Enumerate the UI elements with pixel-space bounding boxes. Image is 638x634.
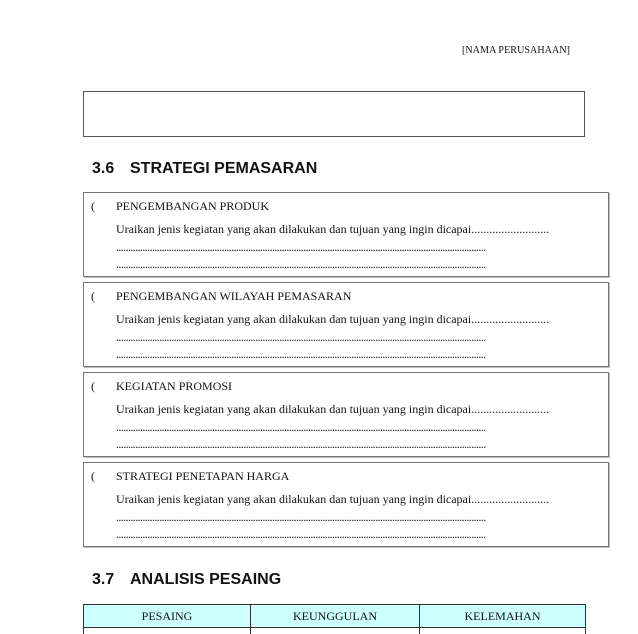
section-box-strategi-harga: [83, 462, 609, 547]
column-header-pesaing: PESAING: [84, 605, 251, 628]
section-number: 3.6: [92, 160, 130, 178]
item-prefix: (: [91, 199, 95, 214]
item-title: KEGIATAN PROMOSI: [116, 379, 232, 394]
item-fill-line: ..........................................................................................................................................................: [116, 330, 578, 345]
item-instruction: Uraikan jenis kegiatan yang akan dilakukan dan tujuan yang ingin dicapai..........................: [116, 222, 578, 237]
company-name-placeholder: [NAMA PERUSAHAAN]: [462, 45, 570, 56]
table-cell: [420, 628, 586, 634]
item-fill-line: ..........................................................................................................................................................: [116, 257, 578, 272]
item-fill-line: ..........................................................................................................................................................: [116, 510, 578, 525]
item-instruction: Uraikan jenis kegiatan yang akan dilakukan dan tujuan yang ingin dicapai..........................: [116, 312, 578, 327]
item-prefix: (: [91, 289, 95, 304]
section-number: 3.7: [92, 571, 130, 589]
section-box-pengembangan-produk: [83, 192, 609, 277]
item-fill-line: ..........................................................................................................................................................: [116, 240, 578, 255]
section-title: STRATEGI PEMASARAN: [130, 160, 317, 177]
item-fill-line: ..........................................................................................................................................................: [116, 420, 578, 435]
table-cell: [84, 628, 251, 634]
table-row: [84, 628, 586, 634]
item-title: PENGEMBANGAN PRODUK: [116, 199, 269, 214]
column-header-kelemahan: KELEMAHAN: [420, 605, 586, 628]
table-header-row: [84, 605, 586, 628]
section-heading-analisis-pesaing: [92, 571, 281, 589]
column-header-keunggulan: KEUNGGULAN: [251, 605, 420, 628]
item-prefix: (: [91, 379, 95, 394]
item-fill-line: ..........................................................................................................................................................: [116, 437, 578, 452]
empty-content-box: [83, 91, 585, 137]
section-box-kegiatan-promosi: [83, 372, 609, 457]
section-box-pengembangan-wilayah: [83, 282, 609, 367]
item-prefix: (: [91, 469, 95, 484]
item-title: PENGEMBANGAN WILAYAH PEMASARAN: [116, 289, 351, 304]
section-title: ANALISIS PESAING: [130, 571, 281, 588]
table-cell: [251, 628, 420, 634]
item-instruction: Uraikan jenis kegiatan yang akan dilakukan dan tujuan yang ingin dicapai..........................: [116, 402, 578, 417]
item-fill-line: ..........................................................................................................................................................: [116, 347, 578, 362]
item-instruction: Uraikan jenis kegiatan yang akan dilakukan dan tujuan yang ingin dicapai..........................: [116, 492, 578, 507]
item-fill-line: ..........................................................................................................................................................: [116, 527, 578, 542]
section-heading-strategi-pemasaran: [92, 160, 317, 178]
item-title: STRATEGI PENETAPAN HARGA: [116, 469, 289, 484]
